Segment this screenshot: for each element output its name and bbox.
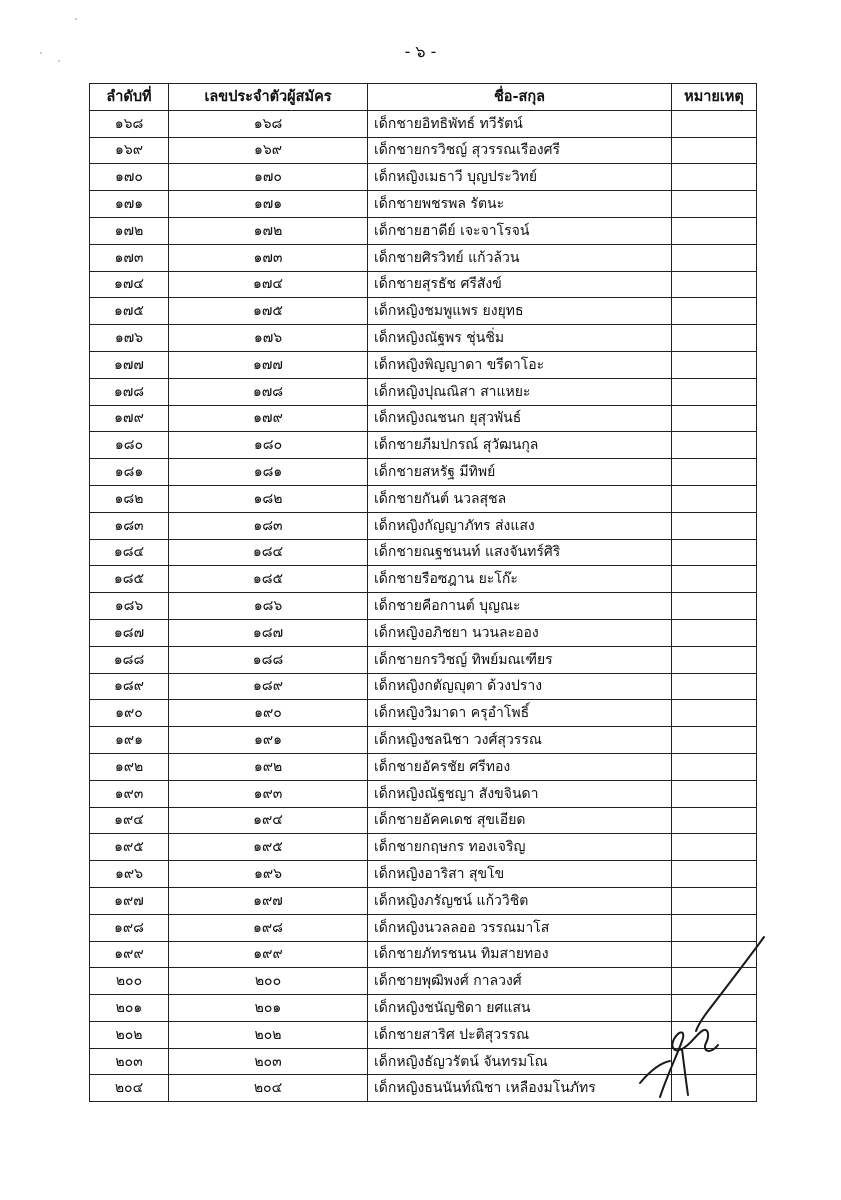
cell-full-name: เด็กหญิงชลนิชา วงศ์สุวรรณ xyxy=(368,727,672,754)
cell-full-name: เด็กชายสหรัฐ มีทิพย์ xyxy=(368,459,672,486)
cell-applicant-id: ๑๘๐ xyxy=(169,432,368,459)
cell-sequence: ๑๘๔ xyxy=(90,539,169,566)
table-row xyxy=(90,485,757,512)
cell-remarks xyxy=(672,298,757,325)
table-row xyxy=(90,619,757,646)
cell-remarks xyxy=(672,1021,757,1048)
cell-sequence: ๑๘๑ xyxy=(90,459,169,486)
cell-full-name: เด็กหญิงวิมาดา ครุอำโพธิ์ xyxy=(368,700,672,727)
cell-applicant-id: ๑๗๗ xyxy=(169,351,368,378)
cell-sequence: ๑๙๙ xyxy=(90,941,169,968)
cell-applicant-id: ๑๘๖ xyxy=(169,593,368,620)
cell-remarks xyxy=(672,137,757,164)
table-row xyxy=(90,593,757,620)
cell-applicant-id: ๑๗๕ xyxy=(169,298,368,325)
cell-remarks xyxy=(672,753,757,780)
cell-sequence: ๑๘๖ xyxy=(90,593,169,620)
cell-remarks xyxy=(672,325,757,352)
table-row xyxy=(90,807,757,834)
cell-applicant-id: ๑๙๔ xyxy=(169,807,368,834)
cell-remarks xyxy=(672,673,757,700)
cell-applicant-id: ๑๗๑ xyxy=(169,191,368,218)
cell-applicant-id: ๑๘๒ xyxy=(169,485,368,512)
cell-applicant-id: ๑๘๓ xyxy=(169,512,368,539)
cell-full-name: เด็กหญิงณชนก ยุสุวพันธ์ xyxy=(368,405,672,432)
cell-full-name: เด็กชายกันต์ นวลสุชล xyxy=(368,485,672,512)
table-row xyxy=(90,700,757,727)
cell-full-name: เด็กหญิงกตัญญุตา ด้วงปราง xyxy=(368,673,672,700)
cell-applicant-id: ๒๐๒ xyxy=(169,1021,368,1048)
cell-remarks xyxy=(672,405,757,432)
applicant-table xyxy=(89,83,757,1102)
table-row xyxy=(90,110,757,137)
cell-full-name: เด็กชายพุฒิพงศ์ กาลวงศ์ xyxy=(368,968,672,995)
cell-applicant-id: ๑๗๔ xyxy=(169,271,368,298)
cell-applicant-id: ๑๗๘ xyxy=(169,378,368,405)
cell-applicant-id: ๑๘๗ xyxy=(169,619,368,646)
cell-applicant-id: ๑๘๔ xyxy=(169,539,368,566)
cell-sequence: ๑๗๒ xyxy=(90,217,169,244)
cell-full-name: เด็กชายอิทธิพัทธ์ ทวีรัตน์ xyxy=(368,110,672,137)
cell-full-name: เด็กหญิงชนัญชิดา ยศแสน xyxy=(368,995,672,1022)
header-sequence: ลำดับที่ xyxy=(90,84,169,111)
table-row xyxy=(90,325,757,352)
cell-applicant-id: ๒๐๓ xyxy=(169,1048,368,1075)
table-row xyxy=(90,244,757,271)
cell-applicant-id: ๑๙๘ xyxy=(169,914,368,941)
table-row xyxy=(90,780,757,807)
cell-remarks xyxy=(672,593,757,620)
table-row xyxy=(90,887,757,914)
table-row xyxy=(90,271,757,298)
page-number: - ๖ - xyxy=(404,42,437,61)
cell-remarks xyxy=(672,914,757,941)
cell-sequence: ๑๙๘ xyxy=(90,914,169,941)
cell-sequence: ๑๗๓ xyxy=(90,244,169,271)
table-row xyxy=(90,298,757,325)
cell-full-name: เด็กหญิงชมพูแพร ยงยุทธ xyxy=(368,298,672,325)
cell-applicant-id: ๑๙๐ xyxy=(169,700,368,727)
cell-full-name: เด็กหญิงภรัญชน์ แก้ววิชิต xyxy=(368,887,672,914)
cell-sequence: ๑๘๒ xyxy=(90,485,169,512)
cell-remarks xyxy=(672,432,757,459)
cell-sequence: ๑๗๘ xyxy=(90,378,169,405)
table-row xyxy=(90,432,757,459)
cell-full-name: เด็กชายภัทรชนน ทิมสายทอง xyxy=(368,941,672,968)
header-remarks: หมายเหตุ xyxy=(672,84,757,111)
table-body xyxy=(90,110,757,1101)
cell-full-name: เด็กชายณฐชนนท์ แสงจันทร์ศิริ xyxy=(368,539,672,566)
cell-applicant-id: ๑๗๙ xyxy=(169,405,368,432)
table-header-row xyxy=(90,84,757,111)
cell-sequence: ๑๘๕ xyxy=(90,566,169,593)
cell-sequence: ๑๘๘ xyxy=(90,646,169,673)
cell-remarks xyxy=(672,861,757,888)
cell-sequence: ๑๙๐ xyxy=(90,700,169,727)
cell-remarks xyxy=(672,995,757,1022)
cell-applicant-id: ๑๗๐ xyxy=(169,164,368,191)
cell-applicant-id: ๑๙๕ xyxy=(169,834,368,861)
cell-full-name: เด็กหญิงปุณณิสา สาแหยะ xyxy=(368,378,672,405)
cell-full-name: เด็กชายศิรวิทย์ แก้วล้วน xyxy=(368,244,672,271)
table-row xyxy=(90,351,757,378)
cell-remarks xyxy=(672,217,757,244)
cell-sequence: ๑๙๖ xyxy=(90,861,169,888)
table-row xyxy=(90,459,757,486)
cell-remarks xyxy=(672,110,757,137)
cell-remarks xyxy=(672,834,757,861)
cell-applicant-id: ๒๐๑ xyxy=(169,995,368,1022)
table-row xyxy=(90,137,757,164)
cell-full-name: เด็กชายภีมปกรณ์ สุวัฒนกุล xyxy=(368,432,672,459)
table-row xyxy=(90,834,757,861)
cell-full-name: เด็กชายกฤษกร ทองเจริญ xyxy=(368,834,672,861)
cell-full-name: เด็กชายกรวิชญ์ ทิพย์มณเฑียร xyxy=(368,646,672,673)
table-row xyxy=(90,405,757,432)
table-row xyxy=(90,861,757,888)
cell-full-name: เด็กหญิงกัญญาภัทร ส่งแสง xyxy=(368,512,672,539)
cell-full-name: เด็กชายรือซฎาน ยะโก๊ะ xyxy=(368,566,672,593)
cell-applicant-id: ๑๗๒ xyxy=(169,217,368,244)
cell-sequence: ๒๐๔ xyxy=(90,1075,169,1102)
cell-full-name: เด็กชายฮาดีย์ เจะจาโรจน์ xyxy=(368,217,672,244)
cell-remarks xyxy=(672,968,757,995)
table-row xyxy=(90,566,757,593)
cell-remarks xyxy=(672,780,757,807)
cell-remarks xyxy=(672,1075,757,1102)
table-row xyxy=(90,968,757,995)
table-row xyxy=(90,1021,757,1048)
cell-remarks xyxy=(672,566,757,593)
cell-sequence: ๒๐๓ xyxy=(90,1048,169,1075)
cell-sequence: ๑๗๖ xyxy=(90,325,169,352)
cell-applicant-id: ๑๘๘ xyxy=(169,646,368,673)
cell-sequence: ๑๗๑ xyxy=(90,191,169,218)
cell-sequence: ๒๐๒ xyxy=(90,1021,169,1048)
cell-sequence: ๑๙๑ xyxy=(90,727,169,754)
cell-full-name: เด็กชายพชรพล รัตนะ xyxy=(368,191,672,218)
table-row xyxy=(90,1048,757,1075)
table-row xyxy=(90,512,757,539)
cell-sequence: ๑๗๙ xyxy=(90,405,169,432)
cell-sequence: ๑๗๕ xyxy=(90,298,169,325)
cell-sequence: ๑๖๙ xyxy=(90,137,169,164)
cell-sequence: ๑๙๔ xyxy=(90,807,169,834)
header-applicant-id: เลขประจำตัวผู้สมัคร xyxy=(169,84,368,111)
cell-remarks xyxy=(672,1048,757,1075)
cell-applicant-id: ๑๙๓ xyxy=(169,780,368,807)
table-row xyxy=(90,646,757,673)
cell-sequence: ๑๘๐ xyxy=(90,432,169,459)
cell-remarks xyxy=(672,887,757,914)
cell-remarks xyxy=(672,512,757,539)
header-full-name: ชื่อ-สกุล xyxy=(368,84,672,111)
cell-applicant-id: ๑๖๙ xyxy=(169,137,368,164)
cell-applicant-id: ๑๙๖ xyxy=(169,861,368,888)
cell-full-name: เด็กชายสาริศ ปะติสุวรรณ xyxy=(368,1021,672,1048)
scan-speck xyxy=(75,18,77,20)
cell-applicant-id: ๒๐๐ xyxy=(169,968,368,995)
table-row xyxy=(90,1075,757,1102)
cell-applicant-id: ๑๖๘ xyxy=(169,110,368,137)
cell-full-name: เด็กหญิงธนนันท์ณิชา เหลืองมโนภัทร xyxy=(368,1075,672,1102)
cell-sequence: ๑๘๗ xyxy=(90,619,169,646)
cell-sequence: ๑๙๒ xyxy=(90,753,169,780)
cell-sequence: ๑๗๐ xyxy=(90,164,169,191)
cell-applicant-id: ๑๙๒ xyxy=(169,753,368,780)
table-row xyxy=(90,995,757,1022)
table-row xyxy=(90,914,757,941)
cell-remarks xyxy=(672,700,757,727)
cell-remarks xyxy=(672,459,757,486)
table-row xyxy=(90,378,757,405)
cell-full-name: เด็กชายคือกานต์ บุญณะ xyxy=(368,593,672,620)
cell-applicant-id: ๑๗๖ xyxy=(169,325,368,352)
cell-full-name: เด็กหญิงธัญวรัตน์ จันทรมโณ xyxy=(368,1048,672,1075)
cell-sequence: ๒๐๐ xyxy=(90,968,169,995)
cell-remarks xyxy=(672,351,757,378)
table-row xyxy=(90,673,757,700)
cell-sequence: ๑๖๘ xyxy=(90,110,169,137)
cell-remarks xyxy=(672,539,757,566)
table-row xyxy=(90,191,757,218)
table-row xyxy=(90,753,757,780)
cell-applicant-id: ๑๘๙ xyxy=(169,673,368,700)
cell-full-name: เด็กหญิงอภิชยา นวนละออง xyxy=(368,619,672,646)
cell-sequence: ๑๙๗ xyxy=(90,887,169,914)
cell-remarks xyxy=(672,727,757,754)
cell-full-name: เด็กชายสุรธัช ศรีสังข์ xyxy=(368,271,672,298)
cell-full-name: เด็กชายอัคคเดช สุขเอียด xyxy=(368,807,672,834)
cell-full-name: เด็กชายกรวิชญ์ สุวรรณเรืองศรี xyxy=(368,137,672,164)
table-row xyxy=(90,941,757,968)
cell-full-name: เด็กหญิงอาริสา สุขโข xyxy=(368,861,672,888)
cell-full-name: เด็กหญิงณัฐพร ชุ่นชิ่ม xyxy=(368,325,672,352)
cell-applicant-id: ๑๘๕ xyxy=(169,566,368,593)
cell-full-name: เด็กชายอัครชัย ศรีทอง xyxy=(368,753,672,780)
table-row xyxy=(90,539,757,566)
table-row xyxy=(90,217,757,244)
cell-sequence: ๑๙๕ xyxy=(90,834,169,861)
cell-applicant-id: ๑๗๓ xyxy=(169,244,368,271)
cell-remarks xyxy=(672,378,757,405)
cell-applicant-id: ๒๐๔ xyxy=(169,1075,368,1102)
cell-full-name: เด็กหญิงพิญญาดา ขรีดาโอะ xyxy=(368,351,672,378)
cell-sequence: ๑๘๙ xyxy=(90,673,169,700)
cell-sequence: ๑๘๓ xyxy=(90,512,169,539)
cell-full-name: เด็กหญิงเมธาวี บุญประวิทย์ xyxy=(368,164,672,191)
cell-sequence: ๒๐๑ xyxy=(90,995,169,1022)
cell-remarks xyxy=(672,485,757,512)
cell-full-name: เด็กหญิงณัฐชญา สังขจินดา xyxy=(368,780,672,807)
cell-remarks xyxy=(672,646,757,673)
cell-remarks xyxy=(672,941,757,968)
cell-remarks xyxy=(672,244,757,271)
cell-applicant-id: ๑๘๑ xyxy=(169,459,368,486)
cell-sequence: ๑๙๓ xyxy=(90,780,169,807)
cell-sequence: ๑๗๔ xyxy=(90,271,169,298)
cell-remarks xyxy=(672,619,757,646)
cell-full-name: เด็กหญิงนวลลออ วรรณมาโส xyxy=(368,914,672,941)
cell-remarks xyxy=(672,271,757,298)
cell-remarks xyxy=(672,164,757,191)
cell-applicant-id: ๑๙๗ xyxy=(169,887,368,914)
table-row xyxy=(90,727,757,754)
table-row xyxy=(90,164,757,191)
cell-applicant-id: ๑๙๑ xyxy=(169,727,368,754)
cell-sequence: ๑๗๗ xyxy=(90,351,169,378)
cell-applicant-id: ๑๙๙ xyxy=(169,941,368,968)
cell-remarks xyxy=(672,807,757,834)
cell-remarks xyxy=(672,191,757,218)
